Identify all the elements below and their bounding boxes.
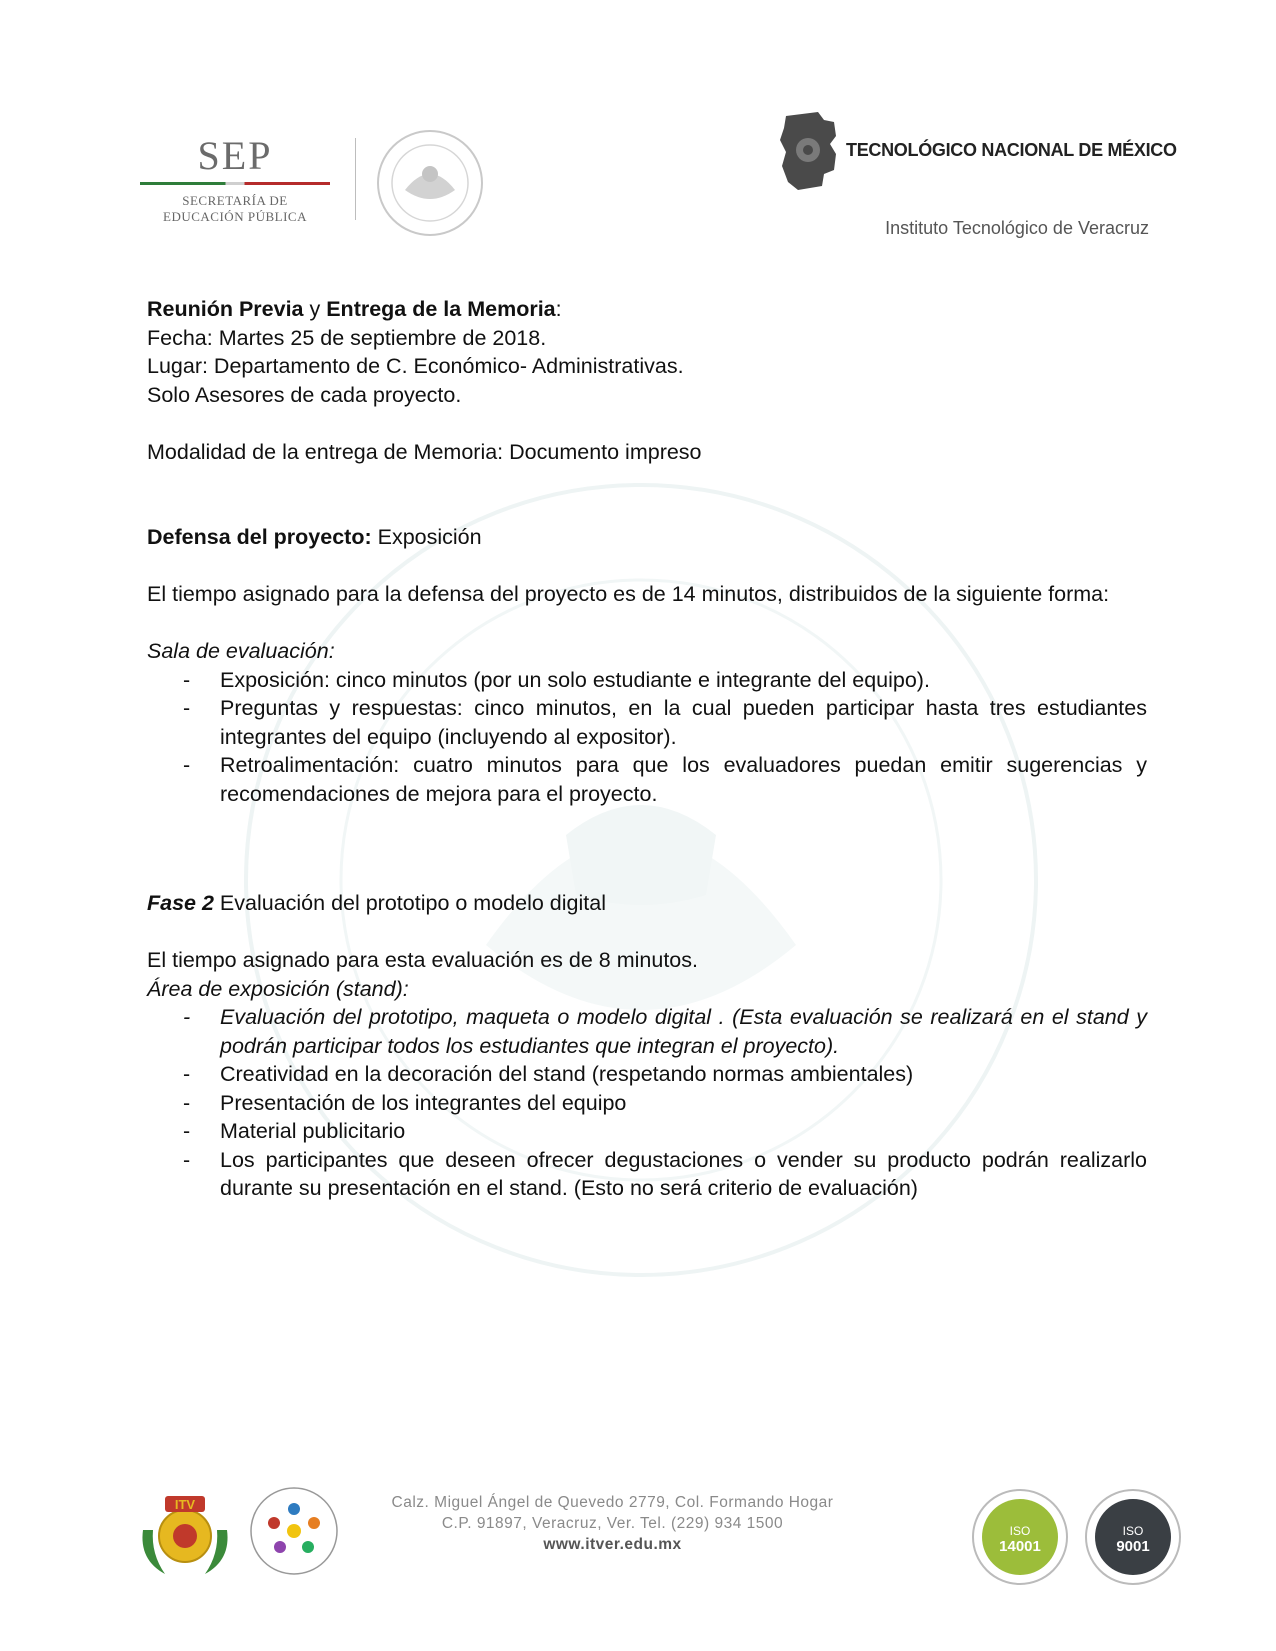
list-item: - Evaluación del prototipo, maqueta o modelo digital . (Esta evaluación se realizará en el stand y podrán participar todos los estudiantes que integran el proyecto).	[147, 1003, 1147, 1060]
area-label: Área de exposición (stand):	[147, 976, 409, 1001]
itv-logo	[135, 1490, 235, 1580]
sep-logo-title: SEP	[197, 133, 273, 178]
website-link[interactable]: www.itver.edu.mx	[543, 1536, 682, 1553]
defensa-intro: El tiempo asignado para la defensa del proyecto es de 14 minutos, distribuidos de la siguiente forma:	[147, 582, 1110, 606]
address-line1: Calz. Miguel Ángel de Quevedo 2779, Col. Formando Hogar	[391, 1494, 834, 1511]
reunion-heading	[147, 295, 1147, 324]
defensa-list	[147, 666, 1147, 809]
document-body	[147, 295, 1147, 1203]
tecnm-gear-icon	[778, 110, 840, 192]
sep-logo-line2: EDUCACIÓN PÚBLICA	[163, 209, 307, 224]
list-item: - Creatividad en la decoración del stand (respetando normas ambientales)	[147, 1060, 1147, 1089]
reunion-lugar: Lugar: Departamento de C. Económico- Administrativas.	[147, 354, 684, 378]
reunion-fecha: Fecha: Martes 25 de septiembre de 2018.	[147, 325, 547, 350]
reunion-asesores: Solo Asesores de cada proyecto.	[147, 382, 462, 407]
fase2-intro: El tiempo asignado para esta evaluación es de 8 minutos.	[147, 948, 698, 972]
reunion-modalidad: Modalidad de la entrega de Memoria: Documento impreso	[147, 439, 702, 464]
defensa-heading	[147, 523, 1147, 552]
iso14001-label: ISO	[1009, 1524, 1031, 1538]
norma-mexicana-igualdad-icon	[248, 1485, 340, 1577]
institute-name: Instituto Tecnológico de Veracruz	[885, 218, 1149, 238]
tecnm-name: TECNOLÓGICO NACIONAL DE MÉXICO	[846, 140, 1177, 160]
fase2-heading	[147, 889, 1147, 918]
fase2-heading-rest: Evaluación del prototipo o modelo digital	[213, 891, 606, 915]
itv-logo-text: ITV	[174, 1497, 196, 1512]
header-divider	[355, 138, 356, 220]
reunion-heading-part1: Reunión Previa	[147, 297, 304, 321]
reunion-heading-end: :	[555, 297, 562, 321]
iso14001-number: 14001	[999, 1538, 1041, 1555]
reunion-heading-mid: y	[303, 297, 327, 321]
iso9001-label: ISO	[1122, 1524, 1144, 1538]
fase2-heading-bold: Fase 2	[147, 891, 214, 915]
footer-address	[370, 1492, 855, 1555]
list-item: - Exposición: cinco minutos (por un solo estudiante e integrante del equipo).	[147, 666, 1147, 695]
reunion-heading-part2: Entrega de la Memoria	[326, 297, 556, 321]
list-item: - Presentación de los integrantes del equipo	[147, 1089, 1147, 1118]
iso-14001-badge-icon	[970, 1487, 1070, 1587]
list-item: - Los participantes que deseen ofrecer degustaciones o vender su producto podrán realizarlo durante su presentación en el stand. (Esto no será criterio de evaluación)	[147, 1146, 1147, 1203]
defensa-heading-bold: Defensa del proyecto:	[147, 525, 372, 549]
sep-logo-rule	[140, 182, 330, 185]
estados-unidos-mexicanos-seal-icon	[375, 128, 485, 238]
sep-logo-line1: SECRETARÍA DE	[182, 193, 288, 208]
sep-logo	[140, 133, 330, 225]
list-item: - Preguntas y respuestas: cinco minutos, en la cual pueden participar hasta tres estudiantes integrantes del equipo (incluyendo al expositor).	[147, 694, 1147, 751]
iso9001-number: 9001	[1116, 1538, 1150, 1555]
address-line2: C.P. 91897, Veracruz, Ver. Tel. (229) 934 1500	[441, 1515, 784, 1532]
sala-label: Sala de evaluación:	[147, 639, 335, 663]
fase2-list	[147, 1003, 1147, 1203]
list-item: - Material publicitario	[147, 1117, 1147, 1146]
iso-9001-badge-icon	[1083, 1487, 1183, 1587]
defensa-heading-rest: Exposición	[371, 525, 482, 549]
list-item: - Retroalimentación: cuatro minutos para que los evaluadores puedan emitir sugerencias y recomendaciones de mejora para el proyecto.	[147, 751, 1147, 808]
